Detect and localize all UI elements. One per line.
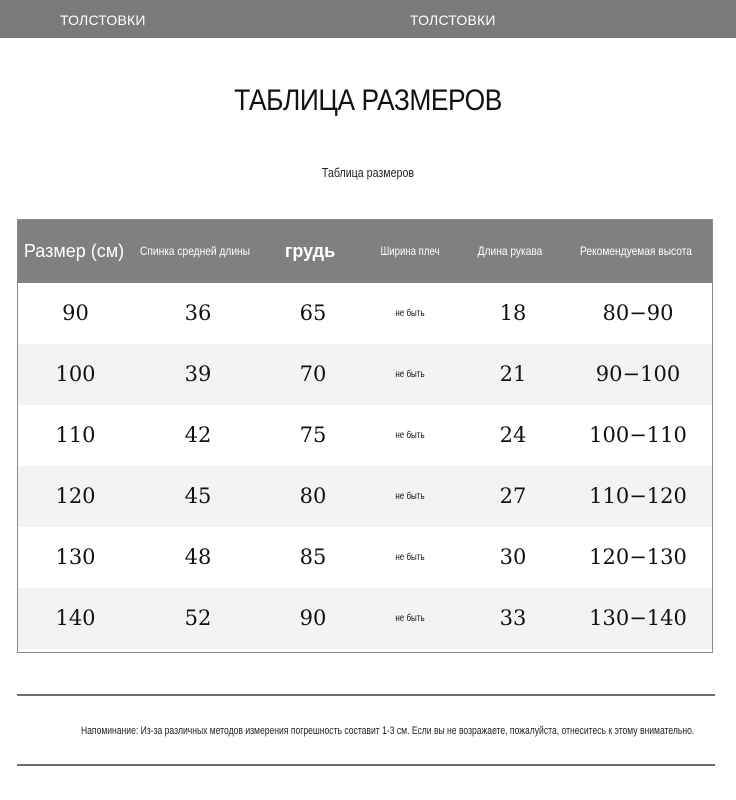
cell-sleeve-length: 24 (499, 423, 527, 447)
cell-sleeve-length: 21 (499, 362, 527, 386)
header-recommended-height: Рекомендуемая высота (580, 244, 692, 258)
cell-shoulder-width: не быть (395, 308, 425, 319)
cell-shoulder-width: не быть (395, 430, 425, 441)
cell-chest: 90 (299, 606, 327, 630)
cell-back-length: 45 (184, 484, 212, 508)
cell-shoulder-width: не быть (395, 613, 425, 624)
cell-recommended-height: 130−140 (589, 606, 687, 630)
cell-recommended-height: 120−130 (589, 545, 687, 569)
cell-back-length: 42 (184, 423, 212, 447)
cell-chest: 65 (299, 301, 327, 325)
header-sleeve-length: Длина рукава (477, 244, 543, 258)
category-label-left: ТОЛСТОВКИ (60, 12, 146, 28)
cell-shoulder-width: не быть (395, 491, 425, 502)
table-row (18, 466, 712, 527)
cell-size: 90 (62, 301, 89, 325)
page-subtitle: Таблица размеров (321, 165, 415, 180)
cell-chest: 70 (299, 362, 327, 386)
cell-recommended-height: 100−110 (589, 423, 687, 447)
table-row (18, 405, 712, 466)
cell-back-length: 48 (184, 545, 212, 569)
header-shoulder-width: Ширина плеч (380, 244, 440, 258)
cell-chest: 80 (299, 484, 327, 508)
cell-size: 140 (55, 606, 96, 630)
divider-top (17, 694, 715, 696)
cell-size: 110 (55, 423, 96, 447)
cell-size: 100 (55, 362, 96, 386)
cell-sleeve-length: 30 (499, 545, 527, 569)
cell-back-length: 36 (184, 301, 212, 325)
cell-recommended-height: 80−90 (602, 301, 674, 325)
cell-shoulder-width: не быть (395, 552, 425, 563)
cell-sleeve-length: 27 (499, 484, 527, 508)
cell-recommended-height: 110−120 (589, 484, 687, 508)
header-back-length: Спинка средней длины (140, 244, 250, 258)
table-row (18, 588, 712, 649)
table-row (18, 344, 712, 405)
cell-recommended-height: 90−100 (595, 362, 681, 386)
header-size: Размер (см) (23, 241, 125, 261)
table-row (18, 283, 712, 344)
cell-back-length: 52 (184, 606, 212, 630)
size-table (17, 219, 713, 653)
top-banner (0, 0, 736, 38)
cell-shoulder-width: не быть (395, 369, 425, 380)
cell-sleeve-length: 18 (499, 301, 527, 325)
table-row (18, 527, 712, 588)
category-label-right: ТОЛСТОВКИ (410, 12, 496, 28)
cell-back-length: 39 (184, 362, 212, 386)
measurement-note: Напоминание: Из-за различных методов измерения погрешность составит 1-3 см. Если вы не возражаете, пожалуйста, отнеситесь к этому внимательно. (80, 725, 695, 737)
cell-size: 130 (55, 545, 96, 569)
page-title: ТАБЛИЦА РАЗМЕРОВ (234, 84, 502, 117)
cell-chest: 75 (299, 423, 327, 447)
cell-size: 120 (55, 484, 96, 508)
divider-bottom (17, 764, 715, 766)
cell-chest: 85 (299, 545, 327, 569)
cell-sleeve-length: 33 (499, 606, 527, 630)
table-header (18, 220, 712, 283)
header-chest: грудь (284, 241, 336, 261)
